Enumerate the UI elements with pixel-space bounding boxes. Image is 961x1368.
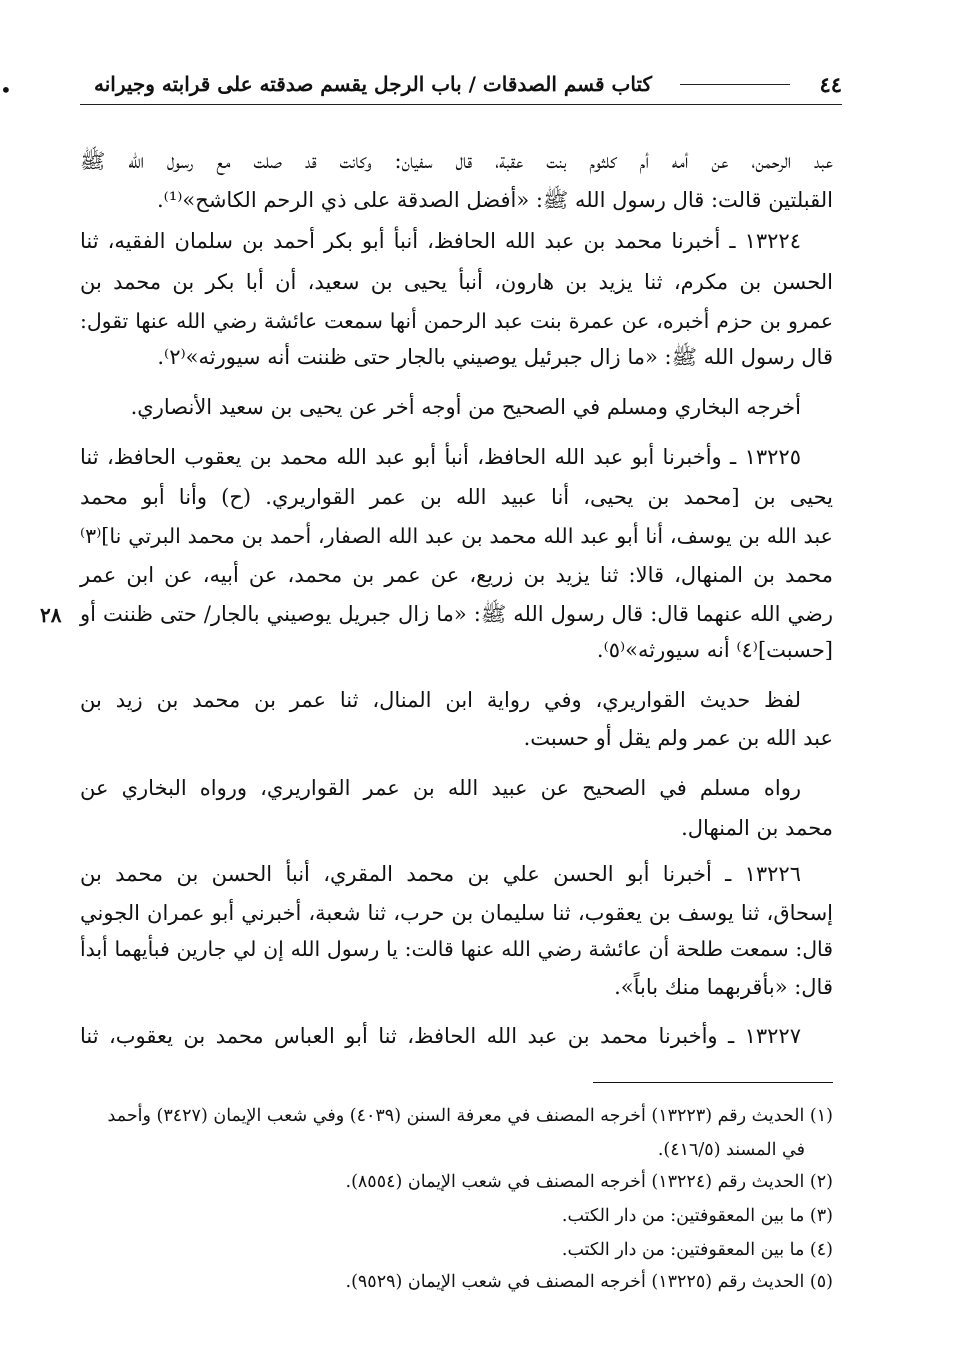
body-line: ١٣٢٢٥ ـ وأخبرنا أبو عبد الله الحافظ، أنبأ أبو عبد الله محمد بن يعقوب الحافظ، ثنا xyxy=(80,445,801,469)
body-line: ١٣٢٢٧ ـ وأخبرنا محمد بن عبد الله الحافظ، ثنا أبو العباس محمد بن يعقوب، ثنا xyxy=(80,1024,801,1048)
page-number: ٤٤ xyxy=(819,72,842,97)
body-line: رواه مسلم في الصحيح عن عبيد الله بن عمر القواريري، ورواه البخاري عن xyxy=(80,776,801,800)
body-line: محمد بن المنهال، قالا: ثنا يزيد بن زريع، عن عمر بن محمد، عن أبيه، عن ابن عمر xyxy=(80,563,833,587)
footnote: (١) الحديث رقم (١٣٢٢٣) أخرجه المصنف في معرفة السنن (٤٠٣٩) وفي شعب الإيمان (٣٤٢٧) وأحمد xyxy=(107,1106,833,1126)
running-header xyxy=(80,72,842,105)
body-line: يحيى بن [محمد بن يحيى، أنا عبيد الله بن عمر القواريري. (ح) وأنا أبو محمد xyxy=(80,485,833,509)
footnote: في المسند (٤١٦/٥). xyxy=(657,1140,805,1160)
body-line: ١٣٢٢٤ ـ أخبرنا محمد بن عبد الله الحافظ، أنبأ أبو بكر أحمد بن سلمان الفقيه، ثنا xyxy=(80,229,801,253)
body-line: قال رسول الله ﷺ: «ما زال جبرئيل يوصيني بالجار حتى ظننت أنه سيورثه»⁽٢⁾. xyxy=(157,345,833,369)
body-line: قال: «بأقربهما منك باباً». xyxy=(614,975,833,999)
body-line: عمرو بن حزم أخبره، عن عمرة بنت عبد الرحمن أنها سمعت عائشة رضي الله عنها تقول: xyxy=(80,309,833,333)
footnote: (٤) ما بين المعقوفتين: من دار الكتب. xyxy=(561,1240,833,1260)
body-line: القبلتين قالت: قال رسول الله ﷺ: «أفضل الصدقة على ذي الرحم الكاشح»⁽¹⁾. xyxy=(157,188,833,212)
page-edge-mark: • xyxy=(0,78,12,102)
body-line: [حسبت]⁽٤⁾ أنه سيورثه»⁽٥⁾. xyxy=(596,638,833,662)
body-line: رضي الله عنهما قال: قال رسول الله ﷺ: «ما زال جبريل يوصيني بالجار/ حتى ظننت أو xyxy=(80,602,833,626)
footnote-separator xyxy=(593,1082,833,1083)
footnote: (٥) الحديث رقم (١٣٢٢٥) أخرجه المصنف في شعب الإيمان (٩٥٢٩). xyxy=(345,1272,833,1292)
body-line: عبد الله بن عمر ولم يقل أو حسبت. xyxy=(523,726,833,750)
body-line: ١٣٢٢٦ ـ أخبرنا أبو الحسن علي بن محمد المقري، أنبأ الحسن بن محمد بن xyxy=(80,862,801,886)
header-title: كتاب قسم الصدقات / باب الرجل يقسم صدقته على قرابته وجيرانه xyxy=(93,72,653,96)
body-line: إسحاق، ثنا يوسف بن يعقوب، ثنا سليمان بن حرب، ثنا شعبة، أخبرني أبو عمران الجوني xyxy=(80,901,833,925)
footnote: (٣) ما بين المعقوفتين: من دار الكتب. xyxy=(561,1206,833,1226)
body-line: الحسن بن مكرم، ثنا يزيد بن هارون، أنبأ يحيى بن سعيد، أن أبا بكر بن محمد بن xyxy=(80,270,833,294)
body-line: محمد بن المنهال. xyxy=(681,816,833,840)
body-line: عبد الرحمن، عن أمه أم كلثوم بنت عقبة، قال سفيان: وكانت قد صلت مع رسول الله ﷺ xyxy=(80,149,833,173)
body-line: عبد الله بن يوسف، أنا أبو عبد الله محمد بن عبد الله الصفار، أحمد بن محمد البرتي نا]⁽٣⁾ xyxy=(80,524,833,548)
body-line: لفظ حديث القواريري، وفي رواية ابن المنال، ثنا عمر بن محمد بن زيد بن xyxy=(80,688,801,712)
header-rule xyxy=(680,84,790,85)
manuscript-page-number: ٢٨ xyxy=(40,603,62,627)
footnote: (٢) الحديث رقم (١٣٢٢٤) أخرجه المصنف في شعب الإيمان (٨٥٥٤). xyxy=(345,1172,833,1192)
body-line: أخرجه البخاري ومسلم في الصحيح من أوجه أخر عن يحيى بن سعيد الأنصاري. xyxy=(130,395,801,419)
body-line: قال: سمعت طلحة أن عائشة رضي الله عنها قالت: يا رسول الله إن لي جارين فبأيهما أبدأ xyxy=(80,937,833,961)
